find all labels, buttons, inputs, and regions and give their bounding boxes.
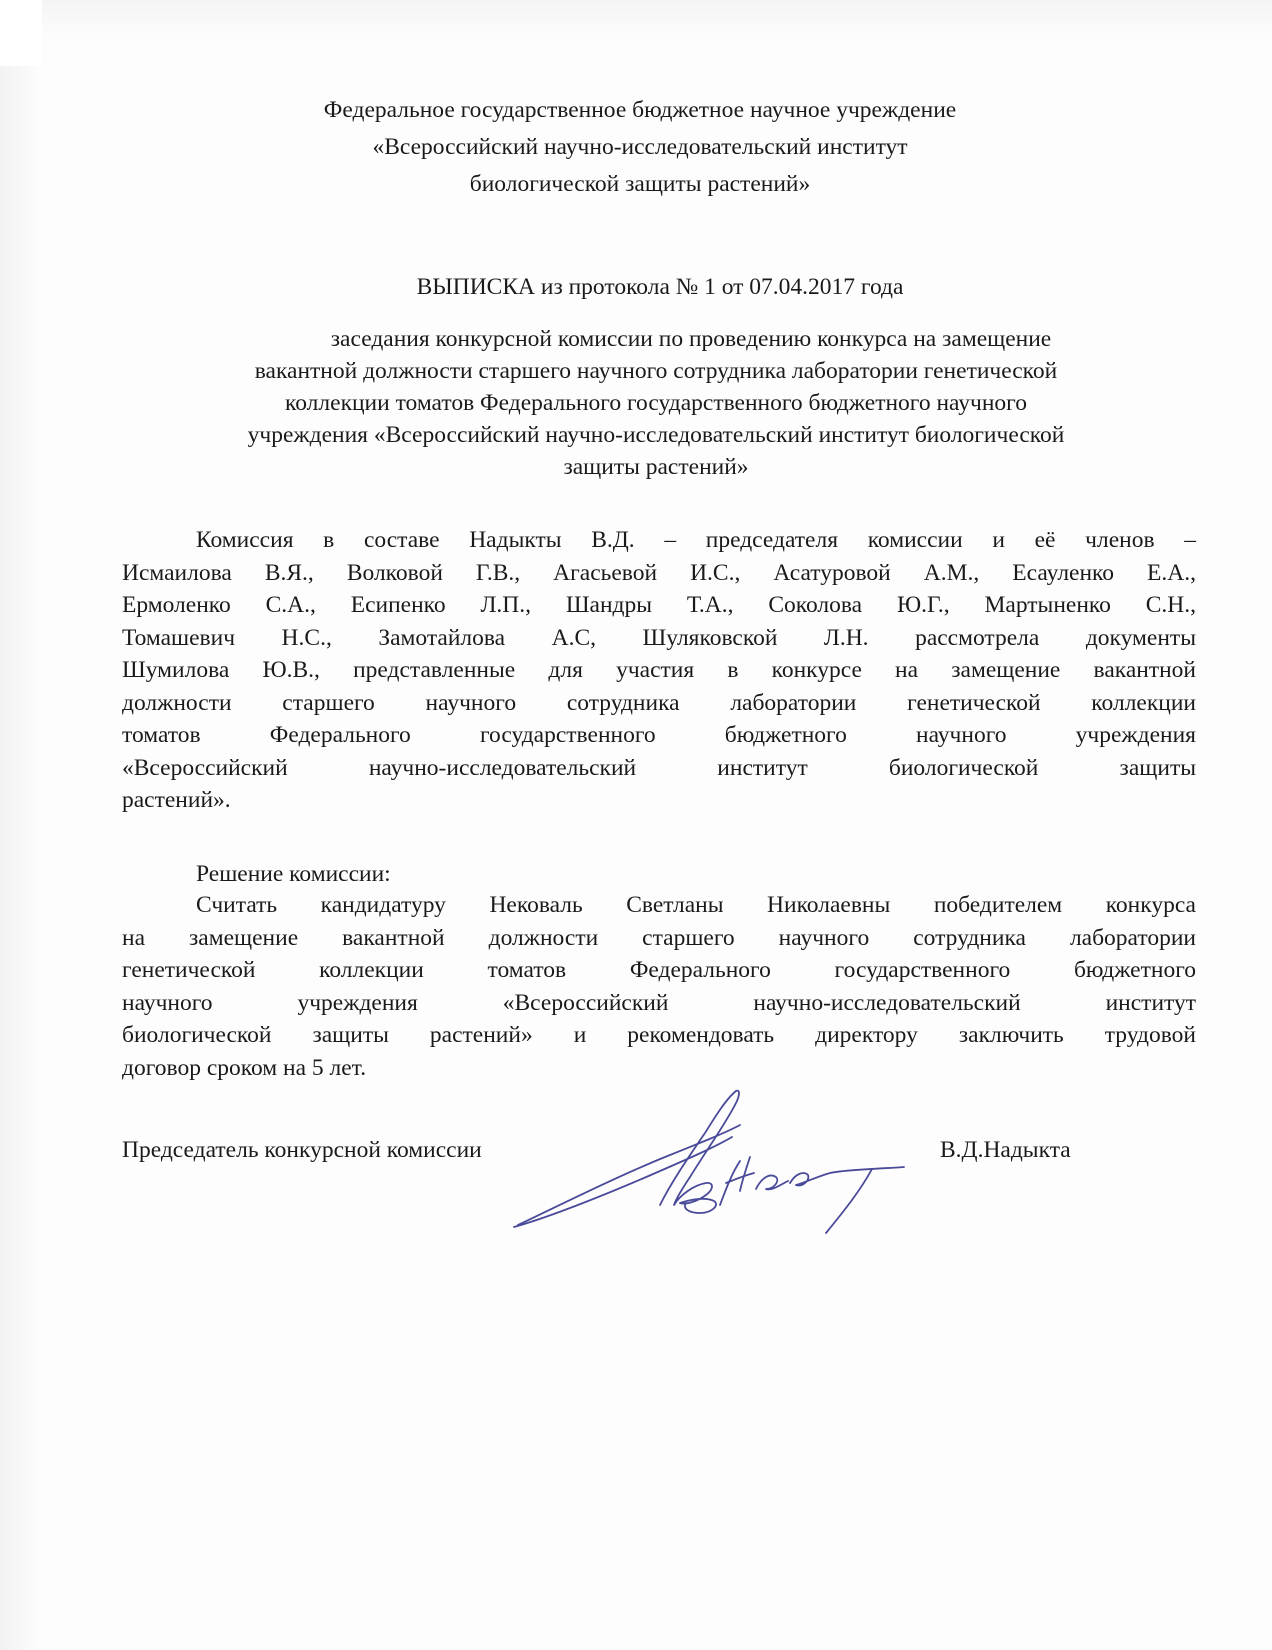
- scan-corner: [0, 0, 42, 66]
- paragraph-line: растений».: [122, 787, 231, 813]
- paragraph-line: томатов Федерального государственного бюджетного научного учреждения: [122, 722, 1196, 748]
- paragraph-line: Считать кандидатуру Нековаль Светланы Николаевны победителем конкурса: [196, 892, 1196, 918]
- decision-heading: [122, 858, 1196, 891]
- subject-line: защиты растений»: [563, 454, 749, 480]
- decision-paragraph: [122, 889, 1196, 1084]
- scan-edge-top: [0, 0, 1272, 40]
- scan-edge-left: [0, 0, 42, 1650]
- paragraph-line: договор сроком на 5 лет.: [122, 1054, 367, 1081]
- organization-header: [200, 92, 1080, 203]
- paragraph-line: Ермоленко С.А., Есипенко Л.П., Шандры Т.А., Соколова Ю.Г., Мартыненко С.Н.,: [122, 592, 1196, 618]
- paragraph-line: Комиссия в составе Надыкты В.Д. – председателя комиссии и её членов –: [196, 527, 1196, 553]
- subject-line: заседания конкурсной комиссии по проведению конкурса на замещение: [330, 326, 1052, 352]
- paragraph-line: Шумилова Ю.В., представленные для участия в конкурсе на замещение вакантной: [122, 657, 1196, 683]
- organization-header-line: Федеральное государственное бюджетное научное учреждение: [323, 97, 957, 123]
- subject-line: учреждения «Всероссийский научно-исследовательский институт биологической: [247, 422, 1065, 448]
- signatory-role: Председатель конкурсной комиссии: [122, 1137, 482, 1163]
- meeting-subject: [146, 323, 1166, 483]
- paragraph-line: Исмаилова В.Я., Волковой Г.В., Агасьевой И.С., Асатуровой А.М., Есауленко Е.А.,: [122, 559, 1196, 586]
- document-title: ВЫПИСКА из протокола № 1 от 07.04.2017 года: [416, 274, 904, 300]
- paragraph-line: «Всероссийский научно-исследовательский институт биологической защиты: [122, 754, 1196, 781]
- paragraph-line: должности старшего научного сотрудника лаборатории генетической коллекции: [122, 689, 1196, 716]
- organization-header-line: биологической защиты растений»: [469, 171, 811, 197]
- signatory-name: В.Д.Надыкта: [940, 1137, 1071, 1163]
- paragraph-line: научного учреждения «Всероссийский научно-исследовательский институт: [122, 989, 1196, 1016]
- paragraph-line: генетической коллекции томатов Федерального государственного бюджетного: [122, 957, 1196, 983]
- organization-header-line: «Всероссийский научно-исследовательский институт: [372, 134, 908, 160]
- decision-heading-text: Решение комиссии:: [196, 861, 391, 887]
- paragraph-line: Томашевич Н.С., Замотайлова А.С, Шуляковской Л.Н. рассмотрела документы: [122, 624, 1196, 651]
- commission-members-paragraph: [122, 524, 1196, 817]
- subject-line: коллекции томатов Федерального государственного бюджетного научного: [285, 390, 1027, 416]
- paragraph-line: биологической защиты растений» и рекомендовать директору заключить трудовой: [122, 1022, 1196, 1048]
- paragraph-line: на замещение вакантной должности старшего научного сотрудника лаборатории: [122, 924, 1196, 951]
- handwritten-signature: [500, 1085, 920, 1235]
- subject-line: вакантной должности старшего научного сотрудника лаборатории генетической: [254, 358, 1058, 384]
